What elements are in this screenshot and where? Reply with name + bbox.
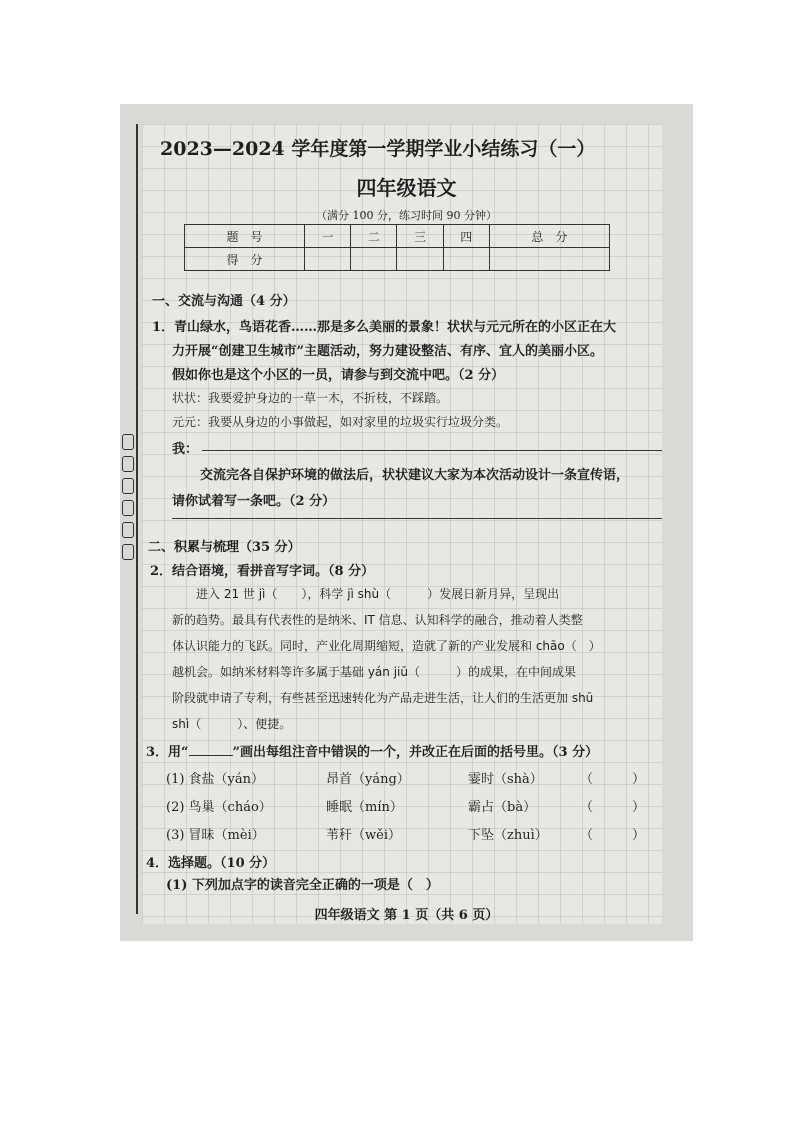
binding-marks xyxy=(120,434,136,584)
table-cell: 二 xyxy=(351,225,397,248)
dialog-line: 状状：我要爱护身边的一草一木，不折枝，不踩踏。 xyxy=(172,391,449,405)
exam-note: （满分 100 分，练习时间 90 分钟） xyxy=(316,209,497,222)
exam-title: 2023—2024 学年度第一学期学业小结练习（一） xyxy=(160,138,596,160)
table-cell: 得 分 xyxy=(185,248,305,271)
question-title: 2．结合语境，看拼音写字词。（8 分） xyxy=(150,564,375,579)
text-line: 越机会。如纳米材料等许多属于基础 yán jiū（ ）的成果，在中间成果 xyxy=(172,665,576,679)
answer-bracket[interactable]: （ ） xyxy=(580,772,646,787)
dialog-line: 元元：我要从身边的小事做起，如对家里的垃圾实行垃圾分类。 xyxy=(172,415,509,429)
table-cell: 三 xyxy=(397,225,443,248)
text-line: 请你试着写一条吧。（2 分） xyxy=(172,494,336,509)
text-line: 交流完各自保护环境的做法后，状状建议大家为本次活动设计一条宣传语， xyxy=(200,468,630,483)
score-table-score-row xyxy=(185,248,610,271)
q3-title-end: ”画出每组注音中错误的一个，并改正在后面的括号里。（3 分） xyxy=(232,745,599,760)
text-line: 进入 21 世 jì（ ），科学 jì shù（ ）发展日新月异，呈现出 xyxy=(196,587,560,601)
section-heading: 一、交流与沟通（4 分） xyxy=(152,294,296,309)
score-table-header-row xyxy=(185,225,610,248)
answer-bracket[interactable]: （ ） xyxy=(580,800,646,815)
text-line: 力开展“创建卫生城市”主题活动，努力建设整洁、有序、宜人的美丽小区。 xyxy=(172,344,603,359)
text-line: 1．青山绿水，鸟语花香……那是多么美丽的景象！状状与元元所在的小区正在大 xyxy=(152,320,617,335)
text-line: shì（ ）、便捷。 xyxy=(172,717,292,731)
score-input-cell[interactable] xyxy=(443,248,489,271)
score-input-cell[interactable] xyxy=(351,248,397,271)
text-line: 假如你也是这个小区的一员，请参与到交流中吧。（2 分） xyxy=(172,368,505,383)
q3-title-start: 3．用“ xyxy=(146,745,189,760)
pinyin-item: 睡眠（mín） xyxy=(326,800,403,815)
underline-sample xyxy=(189,745,233,756)
answer-line[interactable] xyxy=(172,518,662,519)
text-line: 新的趋势。最具有代表性的是纳米、IT 信息、认知科学的融合，推动着人类整 xyxy=(172,613,583,627)
text-line: 体认识能力的飞跃。同时，产业化周期缩短，造就了新的产业发展和 chāo（ ） xyxy=(172,639,601,653)
question-title: 4．选择题。（10 分） xyxy=(146,856,276,871)
score-input-cell[interactable] xyxy=(397,248,443,271)
table-cell: 题 号 xyxy=(185,225,305,248)
margin-line xyxy=(136,124,138,914)
table-cell: 一 xyxy=(305,225,351,248)
answer-line[interactable] xyxy=(202,450,662,451)
pinyin-item: (1) 食盐（yán） xyxy=(166,772,265,787)
pinyin-item: (2) 鸟巢（cháo） xyxy=(166,800,272,815)
pinyin-item: 下坠（zhuì） xyxy=(468,828,548,843)
text-line: 阶段就申请了专利，有些甚至迅速转化为产品走进生活，让人们的生活更加 shū xyxy=(172,691,594,705)
answer-bracket[interactable]: （ ） xyxy=(580,828,646,843)
score-input-cell[interactable] xyxy=(489,248,609,271)
pinyin-item: 苇秆（wěi） xyxy=(326,828,401,843)
answer-label: 我： xyxy=(172,442,199,457)
score-input-cell[interactable] xyxy=(305,248,351,271)
pinyin-item: (3) 冒昧（mèi） xyxy=(166,828,265,843)
exam-subject: 四年级语文 xyxy=(356,176,457,200)
scanned-photo xyxy=(120,104,693,941)
page-footer: 四年级语文 第 1 页（共 6 页） xyxy=(314,908,499,923)
pinyin-item: 霎时（shà） xyxy=(468,772,543,787)
question-title xyxy=(146,741,598,760)
pinyin-item: 昂首（yáng） xyxy=(326,772,410,787)
pinyin-item: 霸占（bà） xyxy=(468,800,537,815)
score-table xyxy=(184,224,610,271)
table-cell: 四 xyxy=(443,225,489,248)
section-heading: 二、积累与梳理（35 分） xyxy=(148,540,301,555)
question-item: (1) 下列加点字的读音完全正确的一项是（ ） xyxy=(166,878,439,893)
table-cell: 总 分 xyxy=(489,225,609,248)
